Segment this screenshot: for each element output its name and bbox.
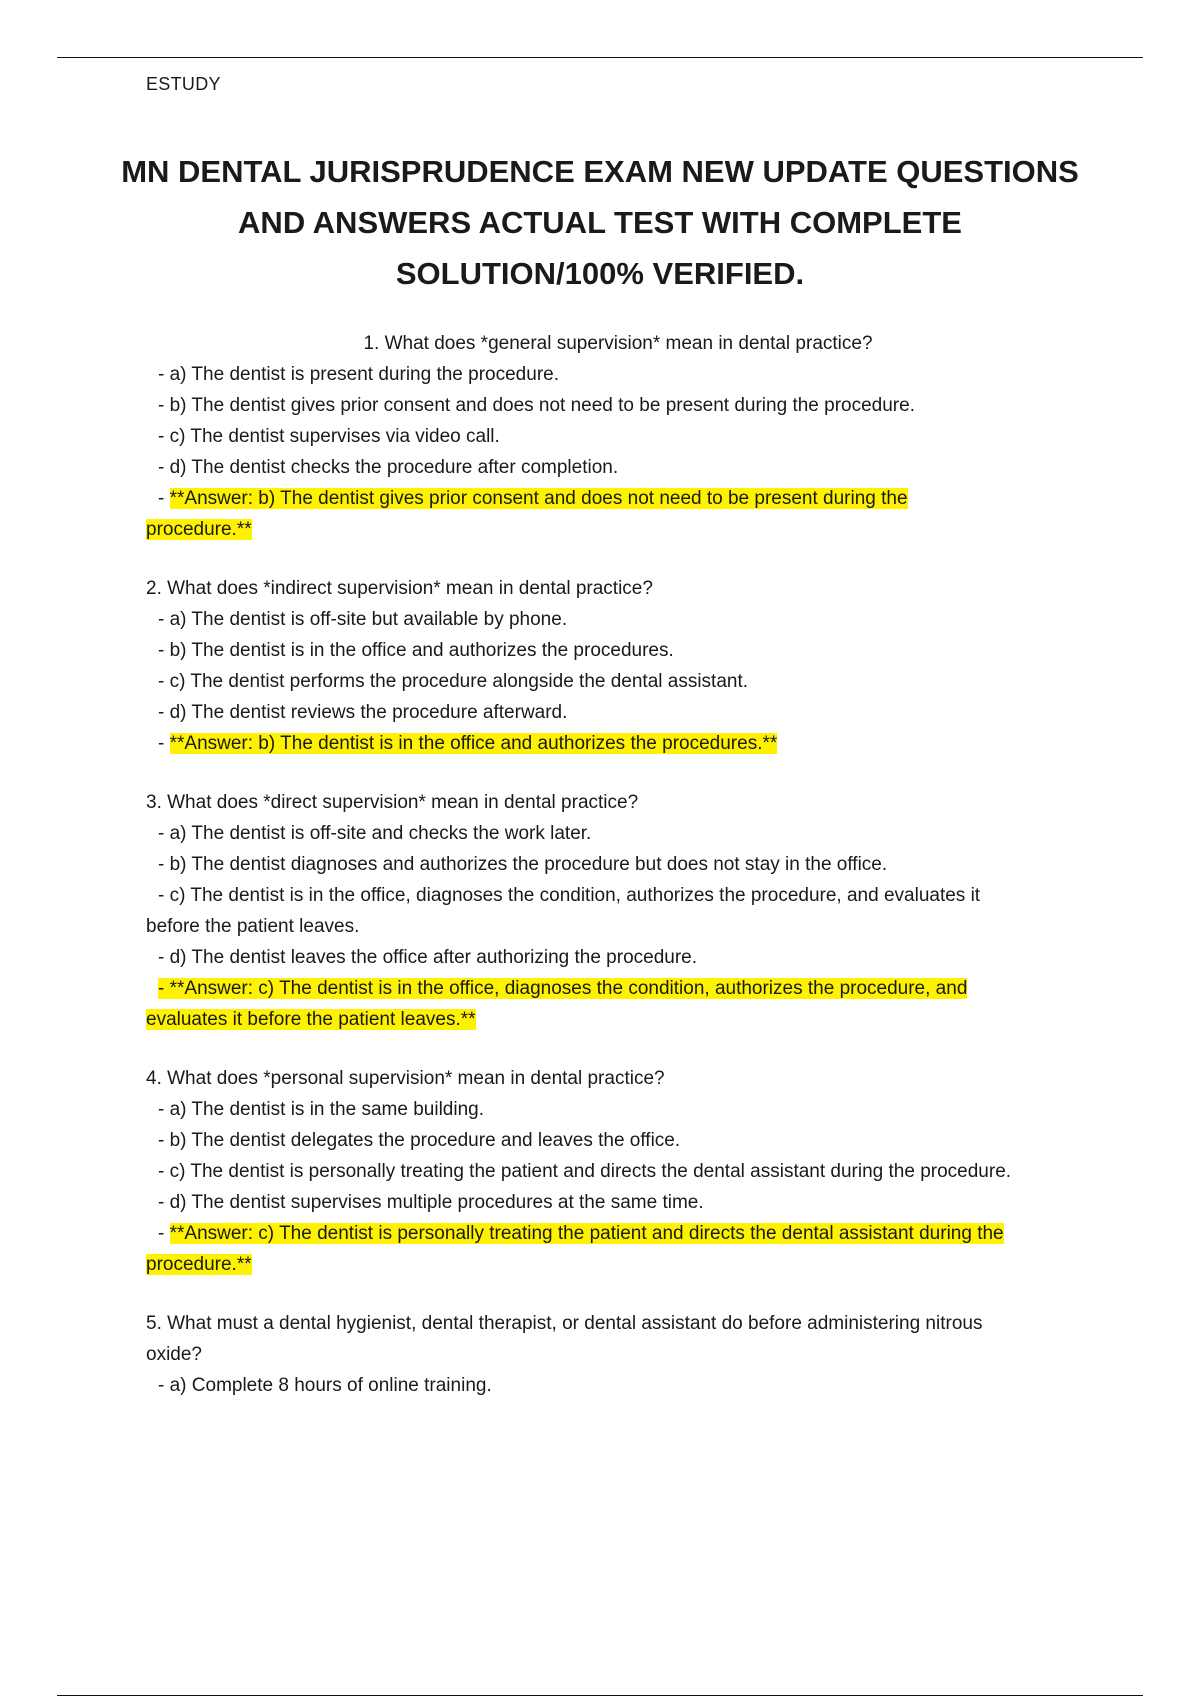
option-a: - a) The dentist is off-site and checks the work later. bbox=[158, 823, 592, 844]
title-line: SOLUTION/100% VERIFIED. bbox=[395, 256, 805, 291]
option-a: - a) The dentist is off-site but available by phone. bbox=[158, 609, 568, 630]
question-text: 5. What must a dental hygienist, dental therapist, or dental assistant do before administering nitrous bbox=[146, 1313, 983, 1334]
option-b: - b) The dentist is in the office and authorizes the procedures. bbox=[158, 640, 674, 661]
question-text: 2. What does *indirect supervision* mean in dental practice? bbox=[146, 578, 653, 599]
top-rule bbox=[57, 57, 1143, 58]
option-d: - d) The dentist reviews the procedure afterward. bbox=[158, 702, 568, 723]
option-a: - a) Complete 8 hours of online training. bbox=[158, 1375, 492, 1396]
option-b: - b) The dentist delegates the procedure and leaves the office. bbox=[158, 1130, 681, 1151]
question-3 bbox=[146, 787, 1090, 1035]
answer-highlight: evaluates it before the patient leaves.** bbox=[146, 1009, 476, 1030]
question-text: 4. What does *personal supervision* mean in dental practice? bbox=[146, 1068, 665, 1089]
answer-highlight: procedure.** bbox=[146, 1254, 252, 1275]
option-d: - d) The dentist leaves the office after authorizing the procedure. bbox=[158, 947, 698, 968]
answer-highlight: procedure.** bbox=[146, 519, 252, 540]
answer bbox=[146, 728, 1090, 759]
answer-prefix: - bbox=[158, 1223, 170, 1244]
option-c: - c) The dentist is personally treating the patient and directs the dental assistant during the procedure. bbox=[158, 1161, 1012, 1182]
document-title bbox=[100, 146, 1100, 299]
option-c-continued: before the patient leaves. bbox=[146, 916, 360, 937]
answer-continued bbox=[146, 1004, 1090, 1035]
question-text: 3. What does *direct supervision* mean in dental practice? bbox=[146, 792, 639, 813]
option-c: - c) The dentist is in the office, diagnoses the condition, authorizes the procedure, and evaluates it bbox=[158, 885, 981, 906]
question-text: 1. What does *general supervision* mean in dental practice? bbox=[363, 333, 873, 354]
answer-prefix: - bbox=[158, 488, 170, 509]
answer-highlight: **Answer: c) The dentist is personally treating the patient and directs the dental assistant during the bbox=[169, 1223, 1004, 1244]
answer-continued bbox=[146, 514, 1090, 545]
option-d: - d) The dentist checks the procedure after completion. bbox=[158, 457, 619, 478]
question-4 bbox=[146, 1063, 1090, 1280]
title-line: MN DENTAL JURISPRUDENCE EXAM NEW UPDATE QUESTIONS bbox=[121, 154, 1079, 189]
header-label: ESTUDY bbox=[146, 74, 221, 94]
answer bbox=[146, 1218, 1090, 1249]
option-c: - c) The dentist supervises via video call. bbox=[158, 426, 500, 447]
bottom-rule bbox=[57, 1695, 1143, 1696]
option-c: - c) The dentist performs the procedure alongside the dental assistant. bbox=[158, 671, 749, 692]
answer-highlight: - **Answer: c) The dentist is in the office, diagnoses the condition, authorizes the procedure, and bbox=[158, 978, 968, 999]
option-d: - d) The dentist supervises multiple procedures at the same time. bbox=[158, 1192, 704, 1213]
answer-prefix: - bbox=[158, 733, 170, 754]
question-5 bbox=[146, 1308, 1090, 1401]
option-a: - a) The dentist is present during the procedure. bbox=[158, 364, 559, 385]
answer bbox=[146, 973, 1090, 1004]
option-b: - b) The dentist gives prior consent and does not need to be present during the procedure. bbox=[158, 395, 915, 416]
question-list bbox=[146, 328, 1090, 1429]
question-2 bbox=[146, 573, 1090, 759]
answer-continued bbox=[146, 1249, 1090, 1280]
title-line: AND ANSWERS ACTUAL TEST WITH COMPLETE bbox=[238, 205, 962, 240]
question-1 bbox=[146, 328, 1090, 545]
answer bbox=[146, 483, 1090, 514]
option-a: - a) The dentist is in the same building. bbox=[158, 1099, 484, 1120]
option-b: - b) The dentist diagnoses and authorizes the procedure but does not stay in the office. bbox=[158, 854, 888, 875]
answer-highlight: **Answer: b) The dentist gives prior consent and does not need to be present during the bbox=[169, 488, 908, 509]
answer-highlight: **Answer: b) The dentist is in the office and authorizes the procedures.** bbox=[169, 733, 778, 754]
question-text-continued: oxide? bbox=[146, 1344, 202, 1365]
